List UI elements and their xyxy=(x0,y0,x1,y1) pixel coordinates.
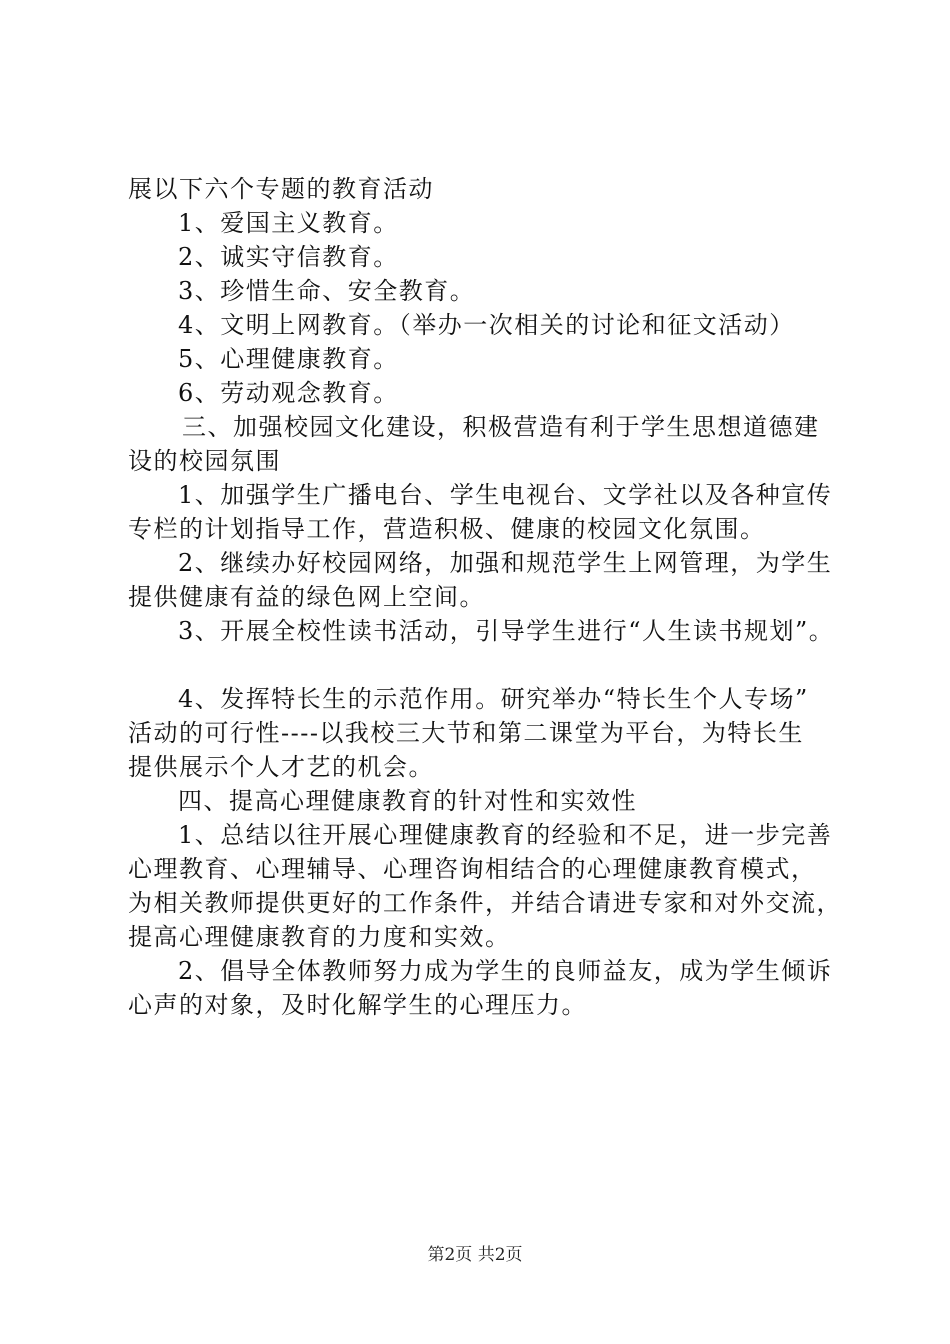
section-heading: 三、加强校园文化建设，积极营造有利于学生思想道德建 xyxy=(182,413,820,441)
text-line: 活动的可行性----以我校三大节和第二课堂为平台，为特长生 xyxy=(128,719,804,747)
page-footer xyxy=(0,1244,950,1266)
text-line: 2、继续办好校园网络，加强和规范学生上网管理，为学生 xyxy=(178,549,833,577)
text-line: 3、开展全校性读书活动，引导学生进行“人生读书规划”。 xyxy=(178,617,835,645)
text-line: 展以下六个专题的教育活动 xyxy=(128,175,434,203)
text-line: 心理教育、心理辅导、心理咨询相结合的心理健康教育模式， xyxy=(128,855,817,883)
text-line: 提高心理健康教育的力度和实效。 xyxy=(128,923,511,951)
list-item: 3、珍惜生命、安全教育。 xyxy=(178,277,476,305)
text-line: 提供健康有益的绿色网上空间。 xyxy=(128,583,485,611)
page-number: 第2页 共2页 xyxy=(427,1245,523,1265)
text-line: 设的校园氛围 xyxy=(128,447,281,475)
section-heading: 四、提高心理健康教育的针对性和实效性 xyxy=(178,787,637,815)
list-item: 4、文明上网教育。（举办一次相关的讨论和征文活动） xyxy=(178,311,795,339)
text-line: 4、发挥特长生的示范作用。研究举办“特长生个人专场” xyxy=(178,685,809,713)
list-item: 2、诚实守信教育。 xyxy=(178,243,399,271)
text-line: 1、总结以往开展心理健康教育的经验和不足，进一步完善 xyxy=(178,821,833,849)
list-item: 5、心理健康教育。 xyxy=(178,345,399,373)
text-line: 1、加强学生广播电台、学生电视台、文学社以及各种宣传 xyxy=(178,481,833,509)
text-line: 2、倡导全体教师努力成为学生的良师益友，成为学生倾诉 xyxy=(178,957,833,985)
text-line: 为相关教师提供更好的工作条件，并结合请进专家和对外交流， xyxy=(128,889,842,917)
list-item: 6、劳动观念教育。 xyxy=(178,379,399,407)
list-item: 1、爱国主义教育。 xyxy=(178,209,399,237)
text-line: 心声的对象，及时化解学生的心理压力。 xyxy=(128,991,587,1019)
document-body xyxy=(128,172,848,1022)
text-line: 提供展示个人才艺的机会。 xyxy=(128,753,434,781)
text-line: 专栏的计划指导工作，营造积极、健康的校园文化氛围。 xyxy=(128,515,766,543)
